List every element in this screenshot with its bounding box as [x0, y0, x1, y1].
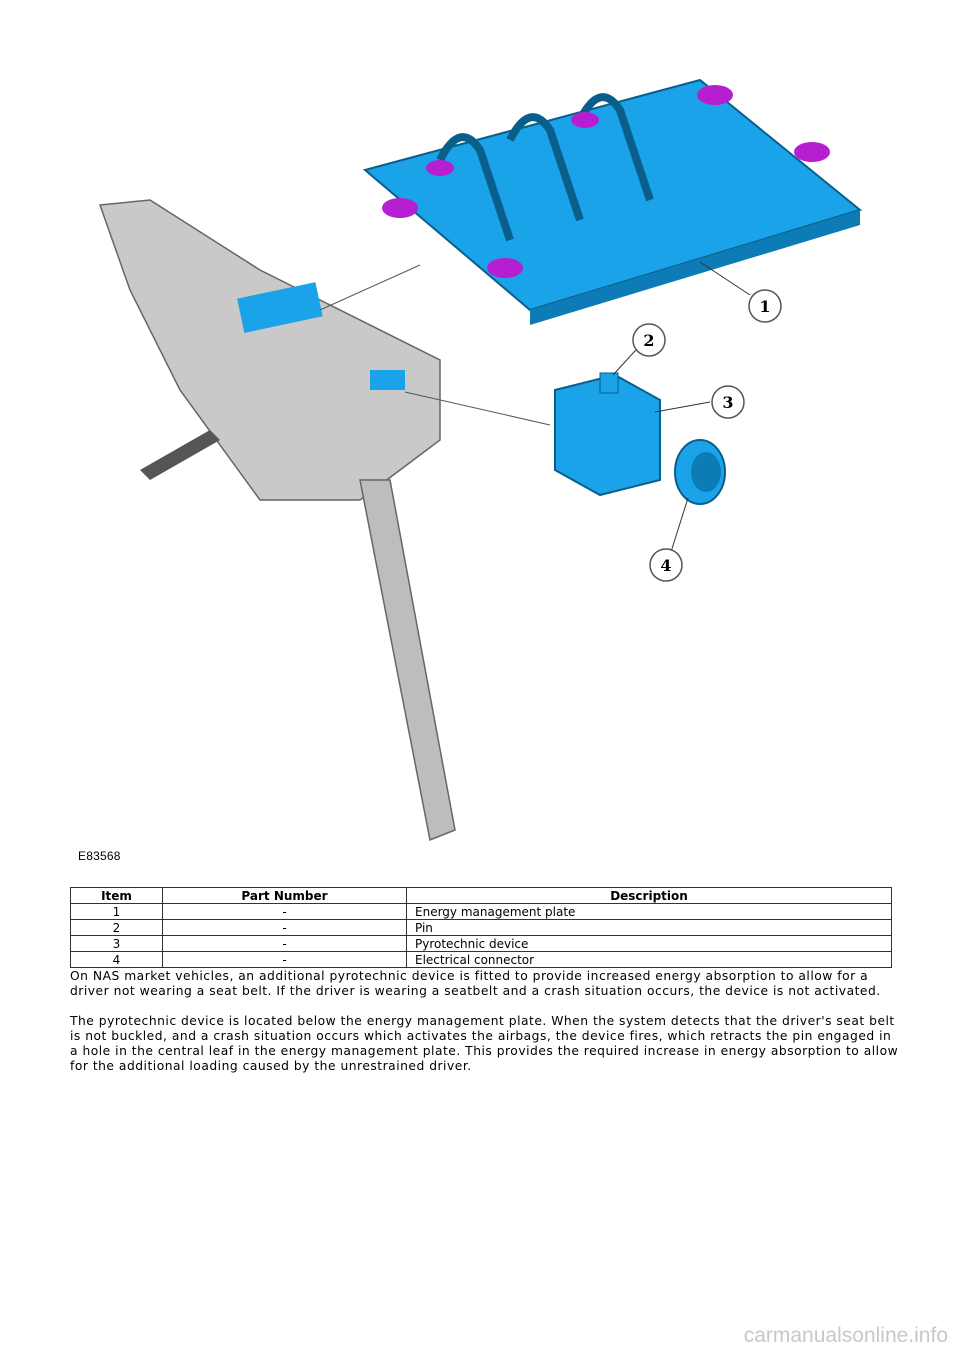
- cell-item: 1: [71, 904, 163, 920]
- table-row: [71, 936, 892, 952]
- cell-desc: Pyrotechnic device: [407, 936, 892, 952]
- table-row: [71, 952, 892, 968]
- callout-4-label: 4: [660, 556, 672, 575]
- table-header-row: [71, 888, 892, 904]
- cell-part: -: [163, 920, 407, 936]
- body-text: [70, 969, 900, 1089]
- callout-2: [633, 324, 665, 356]
- pyrotechnic-device: [555, 340, 725, 555]
- figure-code: E83568: [78, 849, 121, 863]
- cell-desc: Pin: [407, 920, 892, 936]
- header-item: Item: [71, 888, 163, 904]
- cell-part: -: [163, 936, 407, 952]
- paragraph-nas-market: On NAS market vehicles, an additional pyrotechnic device is fitted to provide increased energy absorption to allow for a driver not wearing a seat belt. If the driver is wearing a seatbelt and a crash situation occurs, the device is not activated.: [70, 969, 881, 998]
- callout-4: [650, 549, 682, 581]
- energy-management-plate: [365, 80, 860, 325]
- header-part-number: Part Number: [163, 888, 407, 904]
- cell-item: 4: [71, 952, 163, 968]
- cell-item: 3: [71, 936, 163, 952]
- table-row: [71, 920, 892, 936]
- table-row: [71, 904, 892, 920]
- callout-3-label: 3: [722, 393, 734, 412]
- callout-1: [749, 290, 781, 322]
- cell-desc: Electrical connector: [407, 952, 892, 968]
- cell-item: 2: [71, 920, 163, 936]
- callout-1-label: 1: [759, 297, 771, 316]
- paragraph-pyrotechnic-operation: The pyrotechnic device is located below the energy management plate. When the system detects that the driver's seat belt is not buckled, and a crash situation occurs which activates the airbags, the device fires, which retracts the pin engaged in a hole in the central leaf in the energy management plate. This provides the required increase in energy absorption to allow for the additional loading caused by the unrestrained driver.: [70, 1014, 899, 1073]
- steering-column: [100, 200, 550, 840]
- header-description: Description: [407, 888, 892, 904]
- cell-desc: Energy management plate: [407, 904, 892, 920]
- steering-column-diagram: [60, 40, 900, 870]
- cell-part: -: [163, 904, 407, 920]
- parts-table: [70, 887, 892, 968]
- watermark: carmanualsonline.info: [743, 1324, 948, 1347]
- cell-part: -: [163, 952, 407, 968]
- callout-2-label: 2: [643, 331, 655, 350]
- callout-3: [712, 386, 744, 418]
